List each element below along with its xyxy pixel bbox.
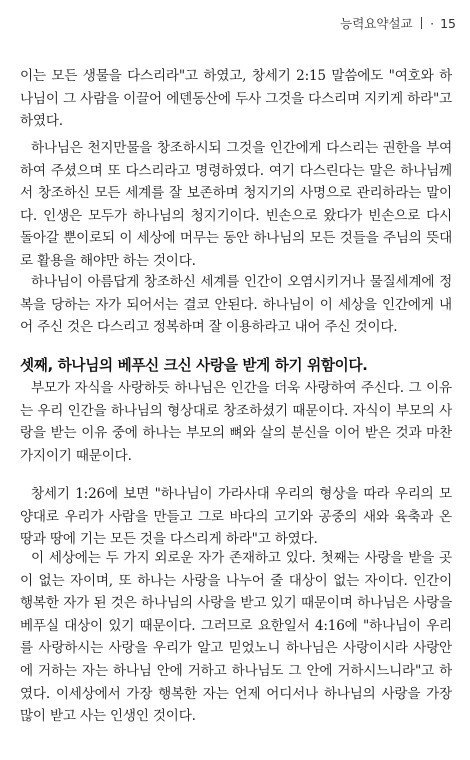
paragraph-text: 이는 모든 생물을 다스리라"고 하였고, 창세기 2:15 말씀에도 "여호와 하나님이 그 사람을 이끌어 에덴동산에 두사 그것을 다스리며 지키게 하라"고 하였다. <box>20 68 452 130</box>
running-header <box>340 14 456 32</box>
paragraph-text: 하나님이 아름답게 창조하신 세계를 인간이 오염시키거나 물질세계에 정복을 당하는 자가 되어서는 결코 안된다. 하나님이 이 세상을 인간에게 내어 주신 것은 다스리고 정복하며 잘 이용하라고 내어 주신 것이다. <box>20 274 452 336</box>
header-dot: · <box>430 15 435 31</box>
section-heading: 셋째, 하나님의 베푸신 크신 사랑을 받게 하기 위함이다. <box>20 357 368 374</box>
book-title: 능력요약설교 <box>340 16 413 31</box>
header-divider <box>421 17 423 29</box>
paragraph-1 <box>20 65 452 133</box>
paragraph-6 <box>20 547 452 728</box>
paragraph-2 <box>20 137 452 273</box>
paragraph-5 <box>20 483 452 551</box>
paragraph-4 <box>20 377 452 467</box>
paragraph-text: 하나님은 천지만물을 창조하시되 그것을 인간에게 다스리는 권한을 부여하여 주셨으며 또 다스리라고 명령하였다. 여기 다스린다는 말은 하나님께서 창조하신 모든 세계를 잘 보존하며 청지기의 사명으로 관리하라는 말이다. 인생은 모두가 하나님의 청지기이다. 빈손으로 왔다가 빈손으로 다시 돌아갈 뿐이로되 이 세상에 머무는 동안 하나님의 모든 것들을 주님의 뜻대로 활용을 해야만 하는 것이다. <box>20 140 452 269</box>
paragraph-text: 창세기 1:26에 보면 "하나님이 가라사대 우리의 형상을 따라 우리의 모양대로 우리가 사람을 만들고 그로 바다의 고기와 공중의 새와 육축과 온 땅과 땅에 기는 모든 것을 다스리게 하라"고 하였다. <box>20 486 452 548</box>
paragraph-text: 이 세상에는 두 가지 외로운 자가 존재하고 있다. 첫째는 사랑을 받을 곳이 없는 자이며, 또 하나는 사랑을 나누어 줄 대상이 없는 자이다. 인간이 행복한 자가 된 것은 하나님의 사랑을 받고 있기 때문이며 하나님은 사랑을 베푸실 대상이 있기 때문이다. 그러므로 요한일서 4:16에 "하나님이 우리를 사랑하시는 사랑을 우리가 알고 믿었노니 하나님은 사랑이시라 사랑안에 거하는 자는 하나님 안에 거하고 하나님도 그 안에 거하시느니라"고 하였다. 이세상에서 가장 행복한 자는 언제 어디서나 하나님의 사랑을 가장 많이 받고 사는 인생인 것이다. <box>20 550 452 725</box>
paragraph-text: 부모가 자식을 사랑하듯 하나님은 인간을 더욱 사랑하여 주신다. 그 이유는 우리 인간을 하나님의 형상대로 창조하셨기 때문이다. 자식이 부모의 사랑을 받는 이유 중에 하나는 부모의 뼈와 살의 분신을 이어 받은 것과 마찬가지이기 때문이다. <box>20 380 452 464</box>
page-number: 15 <box>440 15 456 31</box>
paragraph-3 <box>20 271 452 339</box>
